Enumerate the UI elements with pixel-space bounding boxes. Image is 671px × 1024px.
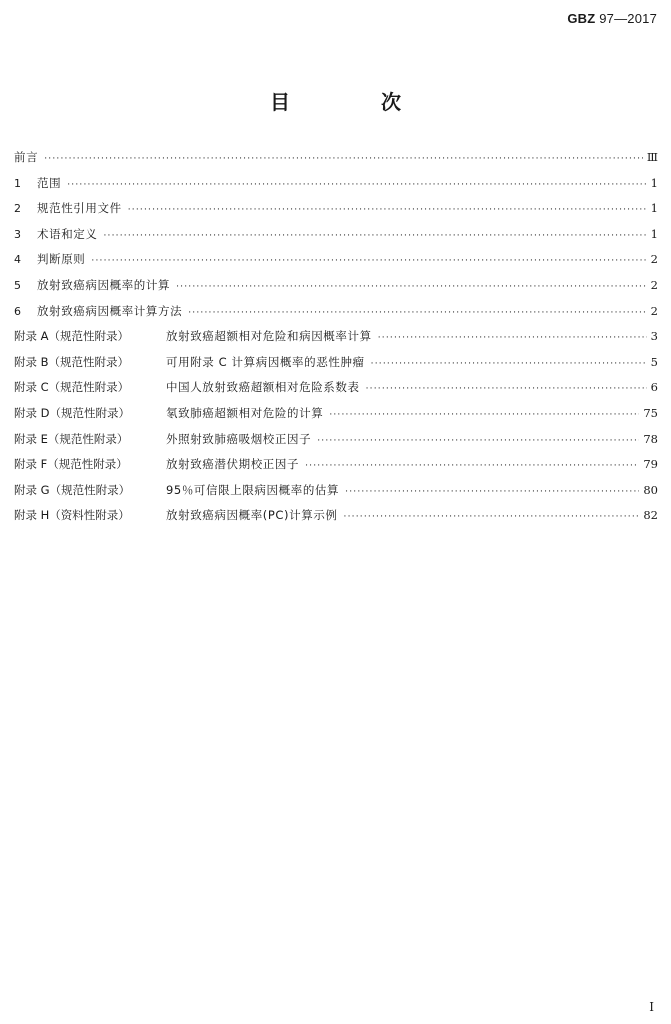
toc-leader-dots [378,333,647,343]
toc-entry-page: 75 [643,405,658,420]
toc-entry-page: 3 [650,329,658,344]
toc-entry-label: 规范性引用文件 [37,201,122,216]
toc-entry-label: 术语和定义 [37,226,98,241]
toc-entry-appendix-e[interactable] [14,431,658,457]
toc-leader-dots [305,461,639,471]
toc-entry-number: 5 [14,278,21,292]
standard-code [567,11,657,26]
toc-entry-foreword[interactable] [14,149,658,175]
toc-entry-page: 79 [643,457,658,472]
toc-entry-page: 1 [650,201,658,216]
toc-entry-label: 外照射致肺癌吸烟校正因子 [166,431,312,446]
toc-entry-appendix-prefix: 附录 B（规范性附录） [14,354,130,369]
toc-leader-dots [344,512,640,522]
toc-entry-label: 前言 [14,150,39,164]
toc-entry-appendix-prefix: 附录 E（规范性附录） [14,431,129,446]
toc-entry-number: 2 [14,202,21,216]
toc-entry-4[interactable] [14,251,658,277]
toc-leader-dots [329,410,639,420]
toc-entry-2[interactable] [14,200,658,226]
table-of-contents [14,149,658,533]
toc-entry-page: 2 [650,252,658,267]
toc-entry-page: 1 [650,226,658,241]
toc-leader-dots [67,180,646,190]
toc-entry-appendix-h[interactable] [14,507,658,533]
standard-number: 97—2017 [599,11,657,26]
toc-entry-appendix-b[interactable] [14,354,658,380]
toc-entry-appendix-prefix: 附录 H（资料性附录） [14,508,130,523]
toc-entry-label: 放射致癌超额相对危险和病因概率计算 [166,329,372,344]
toc-entry-page: 80 [643,482,658,497]
toc-entry-label: 中国人放射致癌超额相对危险系数表 [166,380,360,395]
toc-entry-page: 5 [650,354,658,369]
standard-prefix: GBZ [567,11,596,26]
toc-entry-number: 4 [14,253,21,267]
toc-leader-dots [44,154,643,164]
toc-entry-number: 1 [14,176,21,190]
toc-entry-5[interactable] [14,277,658,303]
toc-entry-label: 放射致癌病因概率计算方法 [37,303,183,318]
toc-entry-page: 78 [643,431,658,446]
toc-entry-1[interactable] [14,175,658,201]
toc-entry-appendix-c[interactable] [14,379,658,405]
page-title: 目 次 [270,90,443,114]
toc-leader-dots [345,487,639,497]
toc-entry-6[interactable] [14,303,658,329]
toc-entry-number: 6 [14,304,21,318]
toc-entry-page: Ⅲ [646,150,658,164]
toc-entry-number: 3 [14,227,21,241]
toc-entry-page: 82 [643,508,658,523]
toc-entry-appendix-prefix: 附录 D（规范性附录） [14,405,131,420]
toc-leader-dots [128,205,647,215]
toc-entry-label: 放射致癌病因概率的计算 [37,277,171,292]
toc-entry-appendix-prefix: 附录 A（规范性附录） [14,329,130,344]
toc-leader-dots [176,282,647,292]
toc-entry-page: 2 [650,277,658,292]
toc-entry-3[interactable] [14,226,658,252]
page-number: I [649,1000,654,1014]
toc-entry-label: 放射致癌潜伏期校正因子 [166,457,300,472]
toc-entry-appendix-prefix: 附录 G（规范性附录） [14,482,131,497]
toc-leader-dots [371,359,647,369]
toc-entry-label: 放射致癌病因概率(PC)计算示例 [166,508,338,523]
toc-leader-dots [104,231,647,241]
toc-entry-appendix-a[interactable] [14,328,658,354]
toc-entry-label: 95％可信限上限病因概率的估算 [166,482,340,497]
toc-entry-page: 6 [650,380,658,395]
toc-entry-label: 可用附录 C 计算病因概率的恶性肿瘤 [166,354,365,369]
toc-leader-dots [317,436,639,446]
toc-entry-label: 判断原则 [37,252,86,267]
toc-leader-dots [366,384,647,394]
toc-leader-dots [91,256,646,266]
toc-leader-dots [188,308,646,318]
toc-entry-appendix-g[interactable] [14,482,658,508]
toc-entry-page: 2 [650,303,658,318]
toc-entry-page: 1 [650,175,658,190]
toc-entry-appendix-prefix: 附录 C（规范性附录） [14,380,130,395]
toc-entry-appendix-f[interactable] [14,456,658,482]
toc-entry-label: 氡致肺癌超额相对危险的计算 [166,405,324,420]
toc-entry-appendix-d[interactable] [14,405,658,431]
toc-entry-label: 范围 [37,175,62,190]
toc-entry-appendix-prefix: 附录 F（规范性附录） [14,457,128,472]
